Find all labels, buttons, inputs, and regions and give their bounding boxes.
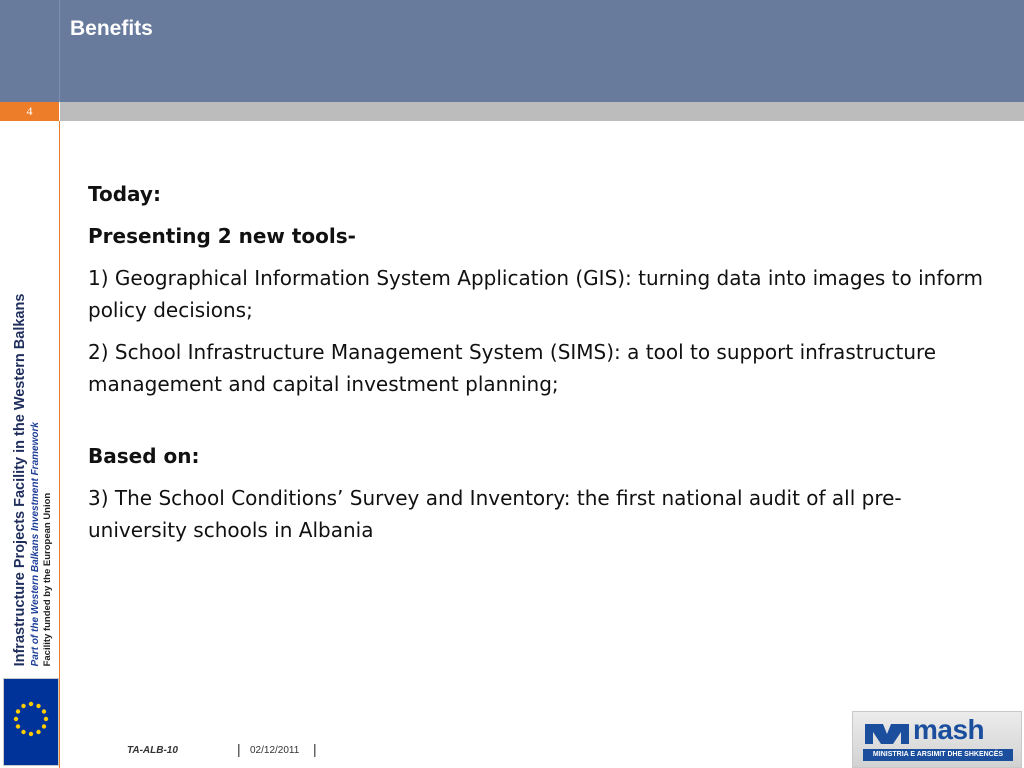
footer-project-code: TA-ALB-10 (127, 745, 178, 756)
sidebar-branding (12, 294, 54, 667)
slide-body (88, 178, 993, 556)
ministry-logo (852, 711, 1022, 768)
sidebar-funding-note: Facility funded by the European Union (42, 492, 53, 667)
today-heading: Today: (88, 182, 161, 206)
ministry-logo-subtitle: MINISTRIA E ARSIMIT DHE SHKENCËS (863, 749, 1013, 761)
eu-flag-logo (3, 678, 59, 766)
ministry-logo-name: mash (913, 714, 985, 745)
tool-item-sims: 2) School Infrastructure Management System (SIMS): a tool to support infrastructure management and capital investment planning; (88, 340, 937, 396)
sidebar-title: Infrastructure Projects Facility in the Western Balkans (12, 293, 28, 667)
presenting-heading: Presenting 2 new tools- (88, 224, 356, 248)
tool-item-gis: 1) Geographical Information System Application (GIS): turning data into images to inform policy decisions; (88, 266, 983, 322)
footer-separator-right: | (313, 741, 317, 757)
footer-separator-left: | (237, 741, 241, 757)
slide-title: Benefits (70, 17, 153, 40)
survey-item: 3) The School Conditions’ Survey and Inventory: the first national audit of all pre-university schools in Albania (88, 486, 902, 542)
slide-header (0, 0, 1024, 102)
sidebar-divider (59, 121, 60, 768)
footer-date: 02/12/2011 (250, 745, 300, 756)
spacer (88, 410, 993, 440)
header-gray-bar (60, 102, 1024, 121)
based-on-heading: Based on: (88, 444, 200, 468)
header-divider (59, 0, 60, 102)
ministry-emblem-icon (863, 720, 911, 748)
page-number: 4 (0, 102, 59, 121)
sidebar-subtitle: Part of the Western Balkans Investment Framework (30, 422, 41, 667)
